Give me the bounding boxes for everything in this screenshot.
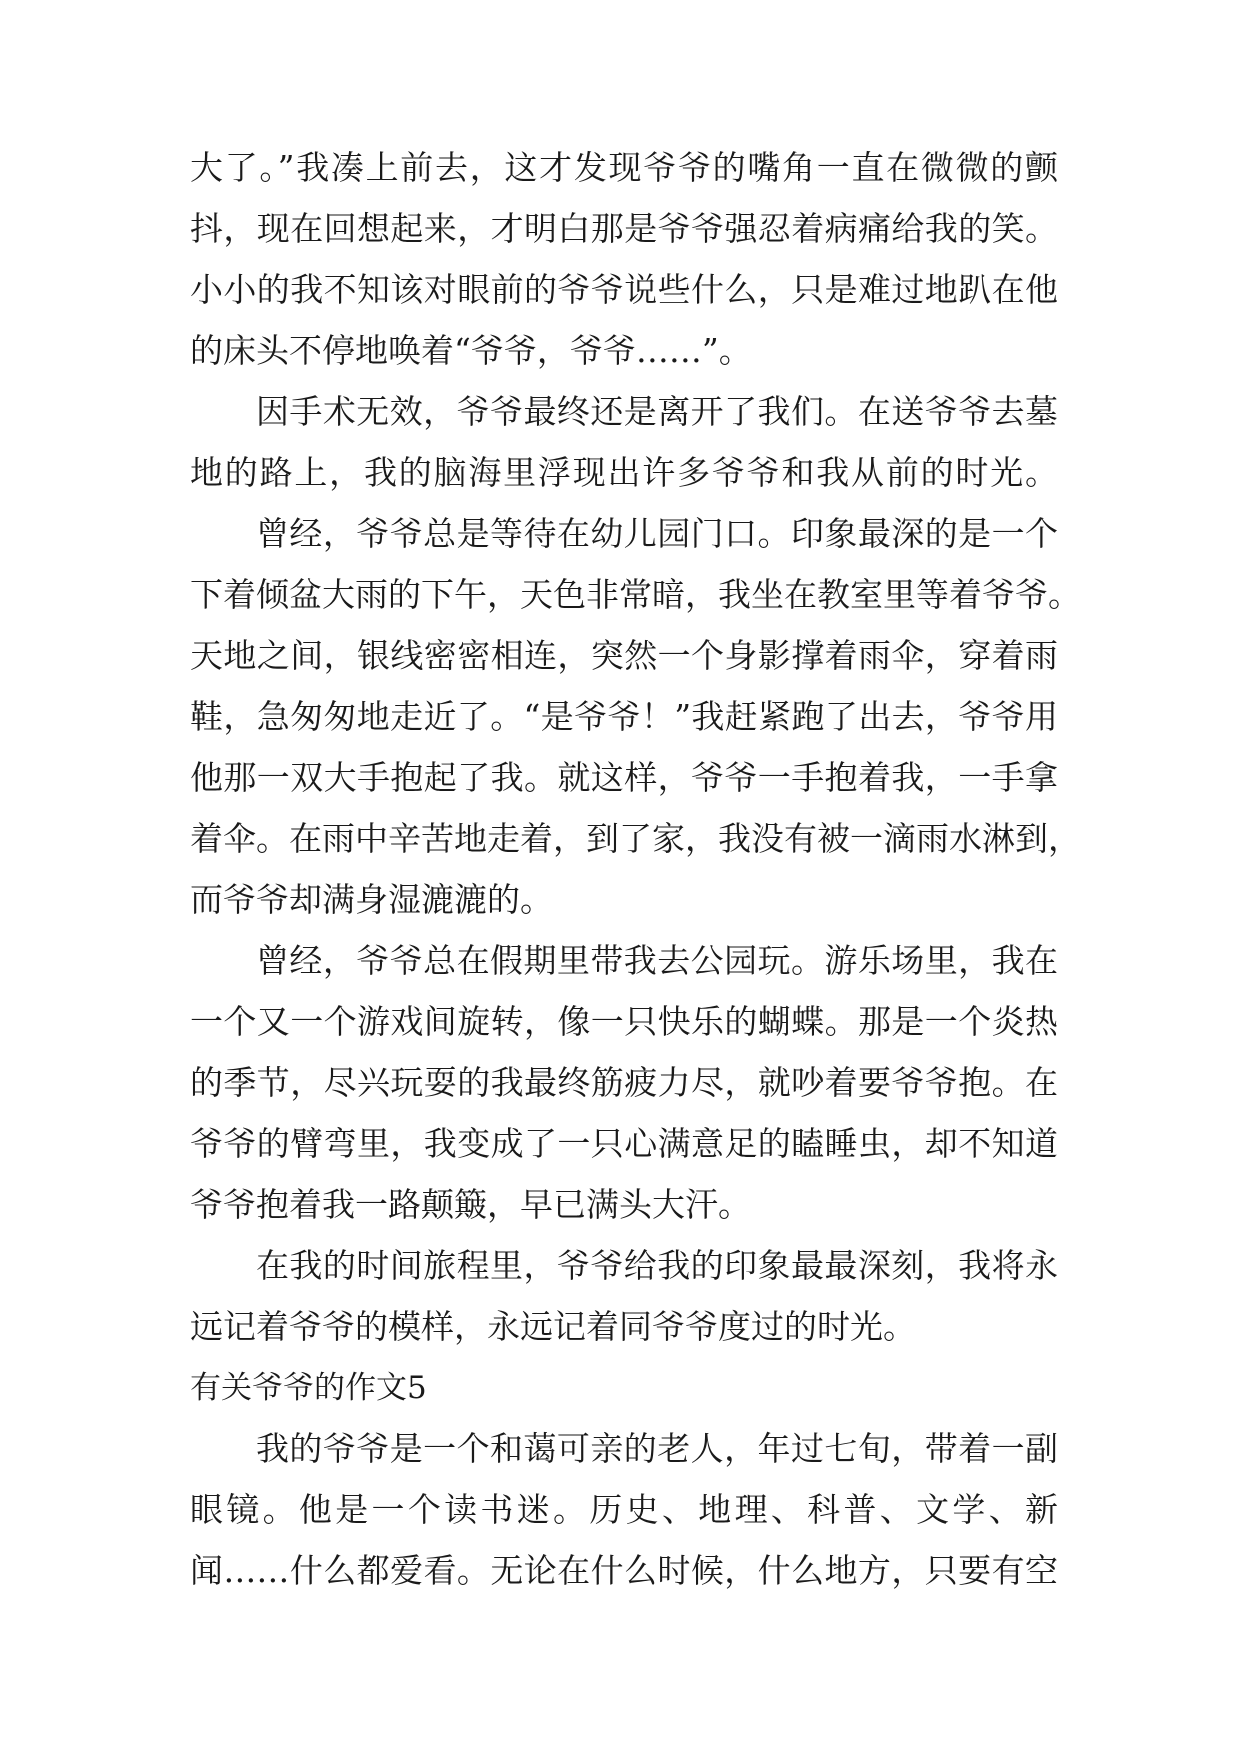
text-line: 的床头不停地唤着“爷爷，爷爷……”。 [190, 331, 752, 370]
text-line: 下着倾盆大雨的下午，天色非常暗，我坐在教室里等着爷爷。 [190, 575, 1081, 614]
paragraph-first-line: 在我的时间旅程里，爷爷给我的印象最最深刻，我将永 [256, 1246, 1058, 1285]
text-line: 远记着爷爷的模样，永远记着同爷爷度过的时光。 [190, 1307, 916, 1346]
text-line: 小小的我不知该对眼前的爷爷说些什么，只是难过地趴在他 [190, 270, 1058, 309]
text-line: 一个又一个游戏间旋转，像一只快乐的蝴蝶。那是一个炎热 [190, 1002, 1058, 1041]
text-line: 抖，现在回想起来，才明白那是爷爷强忍着病痛给我的笑。 [190, 209, 1058, 248]
paragraph-first-line: 我的爷爷是一个和蔼可亲的老人，年过七旬，带着一副 [256, 1429, 1058, 1468]
text-line: 天地之间，银线密密相连，突然一个身影撑着雨伞，穿着雨 [190, 636, 1058, 675]
text-line: 他那一双大手抱起了我。就这样，爷爷一手抱着我，一手拿 [190, 758, 1058, 797]
text-line: 鞋，急匆匆地走近了。“是爷爷！”我赶紧跑了出去，爷爷用 [190, 697, 1058, 736]
text-line: 而爷爷却满身湿漉漉的。 [190, 880, 553, 919]
paragraph-first-line: 曾经，爷爷总是等待在幼儿园门口。印象最深的是一个 [256, 514, 1058, 553]
section-heading: 有关爷爷的作文5 [190, 1370, 427, 1406]
paragraph-first-line: 曾经，爷爷总在假期里带我去公园玩。游乐场里，我在 [256, 941, 1058, 980]
text-line: 眼镜。他是一个读书迷。历史、地理、科普、文学、新 [190, 1490, 1058, 1529]
text-line: 爷爷抱着我一路颠簸，早已满头大汗。 [190, 1185, 751, 1224]
text-line: 着伞。在雨中辛苦地走着，到了家，我没有被一滴雨水淋到， [190, 819, 1081, 858]
text-line: 爷爷的臂弯里，我变成了一只心满意足的瞌睡虫，却不知道 [190, 1124, 1058, 1163]
text-line: 地的路上，我的脑海里浮现出许多爷爷和我从前的时光。 [190, 453, 1058, 492]
paragraph-first-line: 因手术无效，爷爷最终还是离开了我们。在送爷爷去墓 [256, 392, 1058, 431]
text-line: 的季节，尽兴玩耍的我最终筋疲力尽，就吵着要爷爷抱。在 [190, 1063, 1058, 1102]
text-line: 大了。”我凑上前去，这才发现爷爷的嘴角一直在微微的颤 [190, 148, 1058, 187]
text-line: 闻……什么都爱看。无论在什么时候，什么地方，只要有空 [190, 1551, 1058, 1590]
